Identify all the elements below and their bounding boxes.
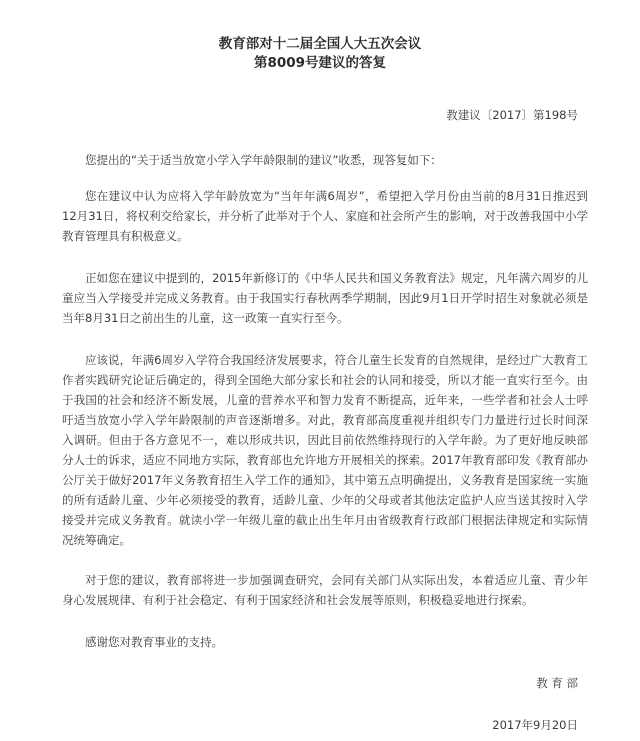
body-paragraph-2: 正如您在建议中提到的，2015年新修订的《中华人民共和国义务教育法》规定，凡年满六周岁的儿童应当入学接受并完成义务教育。由于我国实行春秋两季学期制，因此9月1日开学时招生对象就必须是当年8月31日之前出生的儿童，这一政策一直实行至今。 — [62, 271, 588, 325]
greeting-paragraph: 您提出的“关于适当放宽小学入学年龄限制的建议”收悉，现答复如下： — [85, 153, 442, 167]
date: 2017年9月20日 — [492, 718, 578, 732]
closing-paragraph: 感谢您对教育事业的支持。 — [85, 635, 223, 649]
body-paragraph-1: 您在建议中认为应将入学年龄放宽为“当年年满6周岁”，希望把入学月份由当前的8月31日推迟到12月31日，将权利交给家长，并分析了此举对于个人、家庭和社会所产生的影响，对于改善我国中小学教育管理具有积极意义。 — [62, 189, 588, 243]
body-paragraph-3: 应该说，年满6周岁入学符合我国经济发展要求，符合儿童生长发育的自然规律，是经过广大教育工作者实践研究论证后确定的，得到全国绝大部分家长和社会的认同和接受，所以才能一直实行至今。由于我国的社会和经济不断发展，儿童的营养水平和智力发育不断提高，近年来，一些学者和社会人士呼吁适当放宽小学入学年龄限制的声音逐渐增多。对此，教育部高度重视并组织专门力量进行过长时间深入调研。但由于各方意见不一，难以形成共识，因此目前依然维持现行的入学年龄。为了更好地反映部分人士的诉求，适应不同地方实际，教育部也允许地方开展相关的探索。2017年教育部印发《教育部办公厅关于做好2017年义务教育招生入学工作的通知》，其中第五点明确提出，义务教育是国家统一实施的所有适龄儿童、少年必须接受的教育，适龄儿童、少年的父母或者其他法定监护人应当送其按时入学接受并完成义务教育。就读小学一年级儿童的截止出生年月由省级教育行政部门根据法律规定和实际情况统筹确定。 — [62, 353, 588, 547]
title-line-1: 教育部对十二届全国人大五次会议 — [218, 36, 422, 52]
body-paragraph-4: 对于您的建议，教育部将进一步加强调查研究，会同有关部门从实际出发，本着适应儿童、青少年身心发展规律、有利于社会稳定、有利于国家经济和社会发展等原则，积极稳妥地进行探索。 — [62, 573, 588, 607]
document-number: 教建议〔2017〕第198号 — [446, 108, 578, 122]
signature: 教 育 部 — [536, 676, 578, 690]
title-line-2: 第8009号建议的答复 — [253, 55, 387, 71]
